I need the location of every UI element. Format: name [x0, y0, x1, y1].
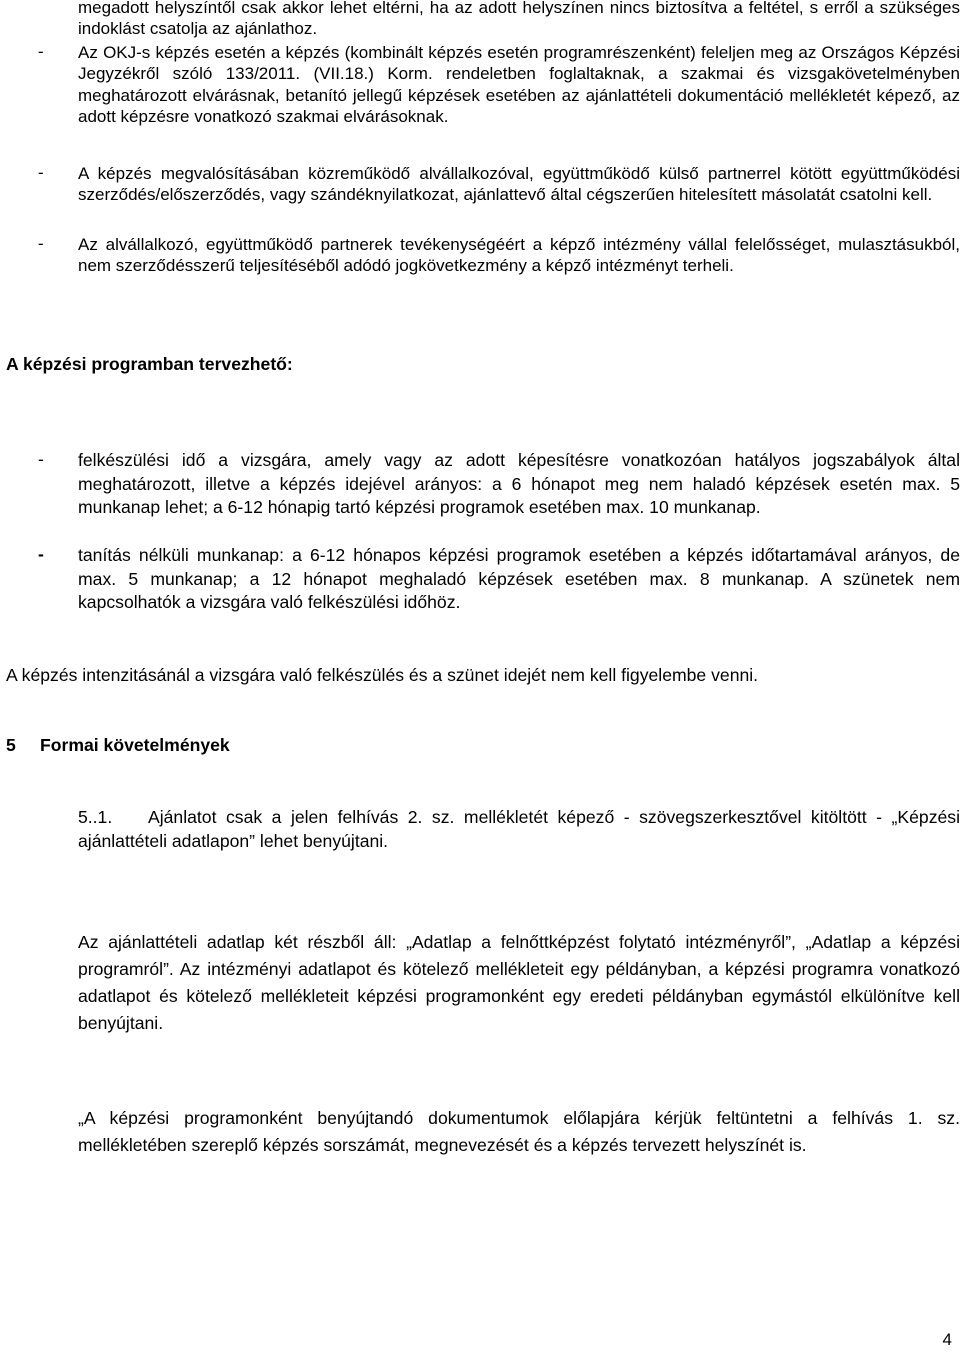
cover-page-paragraph: „A képzési programonként benyújtandó dokumentumok előlapjára kérjük feltüntetni a felhívás 1. sz. mellékletében szereplő képzés sorszámát, megnevezését és a képzés tervezett helyszínét is.	[78, 1108, 960, 1155]
datasheet-paragraph: Az ajánlattételi adatlap két részből áll: „Adatlap a felnőttképzést folytató intézményről”, „Adatlap a képzési programról”. Az intézményi adatlapot és kötelező mellékleteit egy példányban, a képzési programra vonatkozó adatlapot és kötelező mellékleteit képzési programonként egy eredeti példányban egymástól elkülönítve kell benyújtani.	[78, 932, 960, 1033]
bullet-dash: -	[38, 449, 44, 469]
liability-item: Az alvállalkozó, együttműködő partnerek tevékenységéért a képző intézmény vállal felelősséget, mulasztásukból, nem szerződésszerű teljesítéséből adódó jogkövetkezmény a képző intézményt terheli.	[78, 235, 960, 276]
bullet-dash: -	[38, 163, 44, 182]
subcontractor-contract-item: A képzés megvalósításában közreműködő alvállalkozóval, együttműködő külső partnerrel kötött együttműködési szerződés/előszerződés, vagy szándéknyilatkozat, ajánlattevő által cégszerűen hitelesített másolatát csatolni kell.	[78, 164, 960, 205]
intensity-note: A képzés intenzitásánál a vizsgára való felkészülés és a szünet idejét nem kell figyelembe venni.	[6, 665, 759, 685]
bullet-dash: -	[38, 42, 44, 61]
bullet-dash: -	[38, 234, 44, 253]
section-5-title: Formai követelmények	[40, 735, 230, 755]
page-number: 4	[942, 1330, 952, 1349]
exam-prep-time-item: felkészülési idő a vizsgára, amely vagy az adott képesítésre vonatkozóan hatályos jogszabályok által meghatározott, illetve a képzés idejével arányos: a 6 hónapot meg nem haladó képzések esetén max. 5 munkanap lehet; a 6-12 hónapig tartó képzési programok esetében max. 10 munkanap.	[78, 450, 960, 517]
item-5-1-text: Ajánlatot csak a jelen felhívás 2. sz. mellékletét képező - szövegszerkesztővel kitöltött - „Képzési ajánlattételi adatlapon” lehet benyújtani.	[78, 807, 960, 851]
okj-requirement-item: Az OKJ-s képzés esetén a képzés (kombinált képzés esetén programrészenként) feleljen meg az Országos Képzési Jegyzékről szóló 133/2011. (VII.18.) Korm. rendeletben foglaltaknak, a szakmai és vizsgakövetelményben meghatározott elvárásnak, betanító jellegű képzések esetében az ajánlattételi dokumentáció mellékletét képező, az adott képzésre vonatkozó szakmai elvárásoknak.	[78, 43, 960, 126]
section-5-number: 5	[6, 735, 16, 755]
item-5-1-number: 5..1.	[78, 807, 113, 827]
section-heading-plannable: A képzési programban tervezhető:	[6, 354, 293, 374]
bullet-dash: -	[38, 544, 44, 564]
non-teaching-day-item: tanítás nélküli munkanap: a 6-12 hónapos képzési programok esetében a képzés időtartamával arányos, de max. 5 munkanap; a 12 hónapot meghaladó képzések esetében max. 8 munkanap. A szünetek nem kapcsolhatók a vizsgára való felkészülési időhöz.	[78, 545, 960, 612]
continued-paragraph: megadott helyszíntől csak akkor lehet eltérni, ha az adott helyszínen nincs biztosítva a feltétel, s erről a szükséges indoklást csatolja az ajánlathoz.	[78, 0, 960, 39]
